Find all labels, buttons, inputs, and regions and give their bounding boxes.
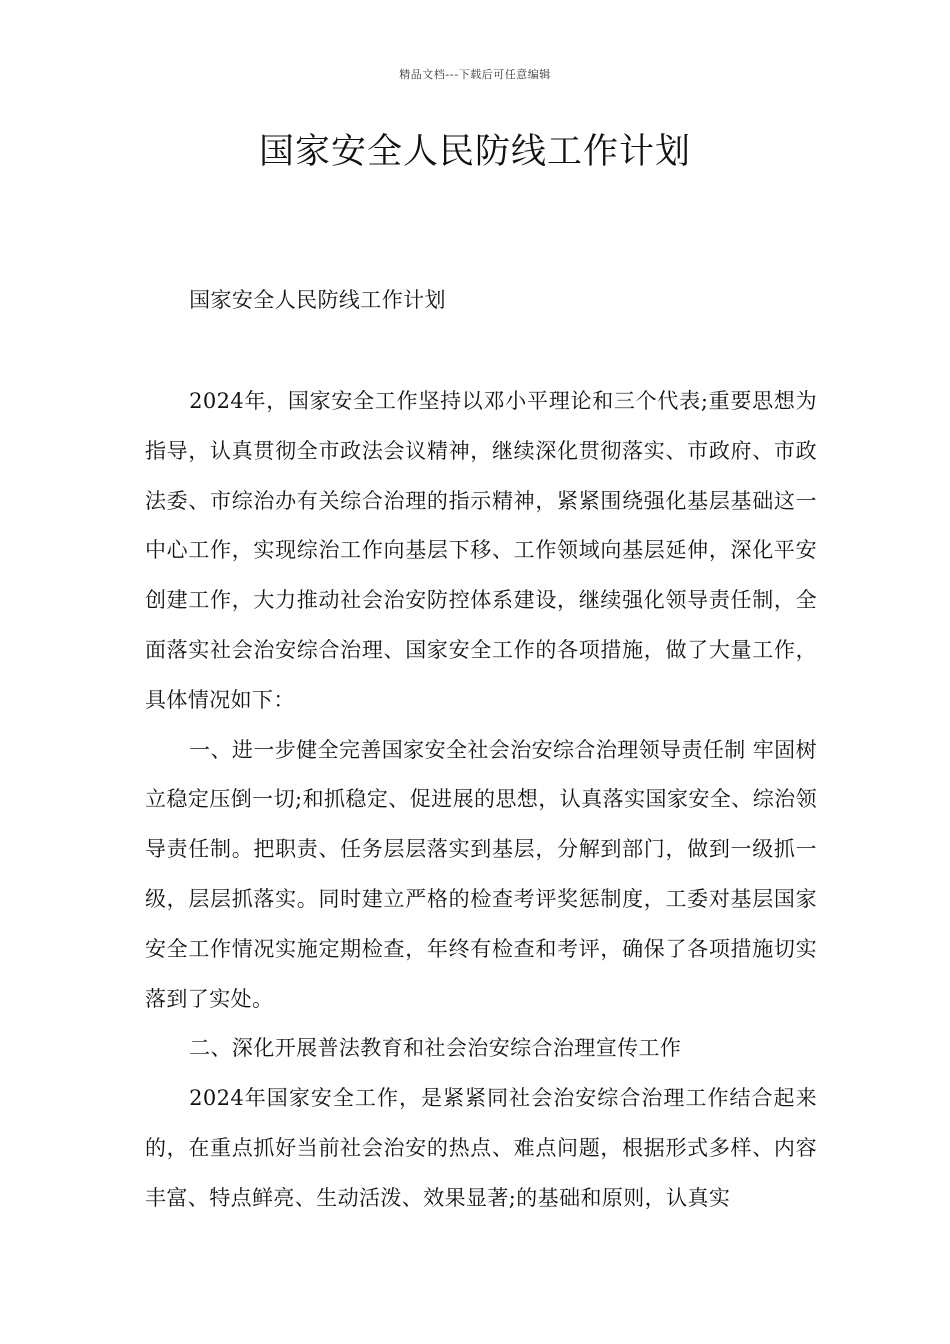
- subtitle-block: [145, 276, 817, 326]
- paragraph-section-one: 一、进一步健全完善国家安全社会治安综合治理领导责任制 牢固树立稳定压倒一切;和抓稳定、促进展的思想，认真落实国家安全、综治领导责任制。把职责、任务层层落实到基层，分解到部门，做到一级抓一级，层层抓落实。同时建立严格的检查考评奖惩制度，工委对基层国家安全工作情况实施定期检查，年终有检查和考评，确保了各项措施切实落到了实处。: [145, 737, 817, 1011]
- paragraph-intro: 2024年，国家安全工作坚持以邓小平理论和三个代表;重要思想为指导，认真贯彻全市政法会议精神，继续深化贯彻落实、市政府、市政法委、市综治办有关综合治理的指示精神，紧紧围绕强化基层基础这一中心工作，实现综治工作向基层下移、工作领域向基层延伸，深化平安创建工作，大力推动社会治安防控体系建设，继续强化领导责任制，全面落实社会治安综合治理、国家安全工作的各项措施，做了大量工作，具体情况如下：: [145, 389, 817, 712]
- document-title: 国家安全人民防线工作计划: [258, 132, 691, 172]
- document-subtitle: 国家安全人民防线工作计划: [189, 288, 446, 312]
- document-body: [145, 377, 817, 1224]
- paragraph-section-two-body: 2024年国家安全工作，是紧紧同社会治安综合治理工作结合起来的，在重点抓好当前社会治安的热点、难点问题，根据形式多样、内容丰富、特点鲜亮、生动活泼、效果显著;的基础和原则，认真实: [145, 1086, 817, 1210]
- header-note: 精品文档---下载后可任意编辑: [399, 68, 551, 81]
- paragraph-section-two-heading: 二、深化开展普法教育和社会治安综合治理宣传工作: [189, 1036, 682, 1061]
